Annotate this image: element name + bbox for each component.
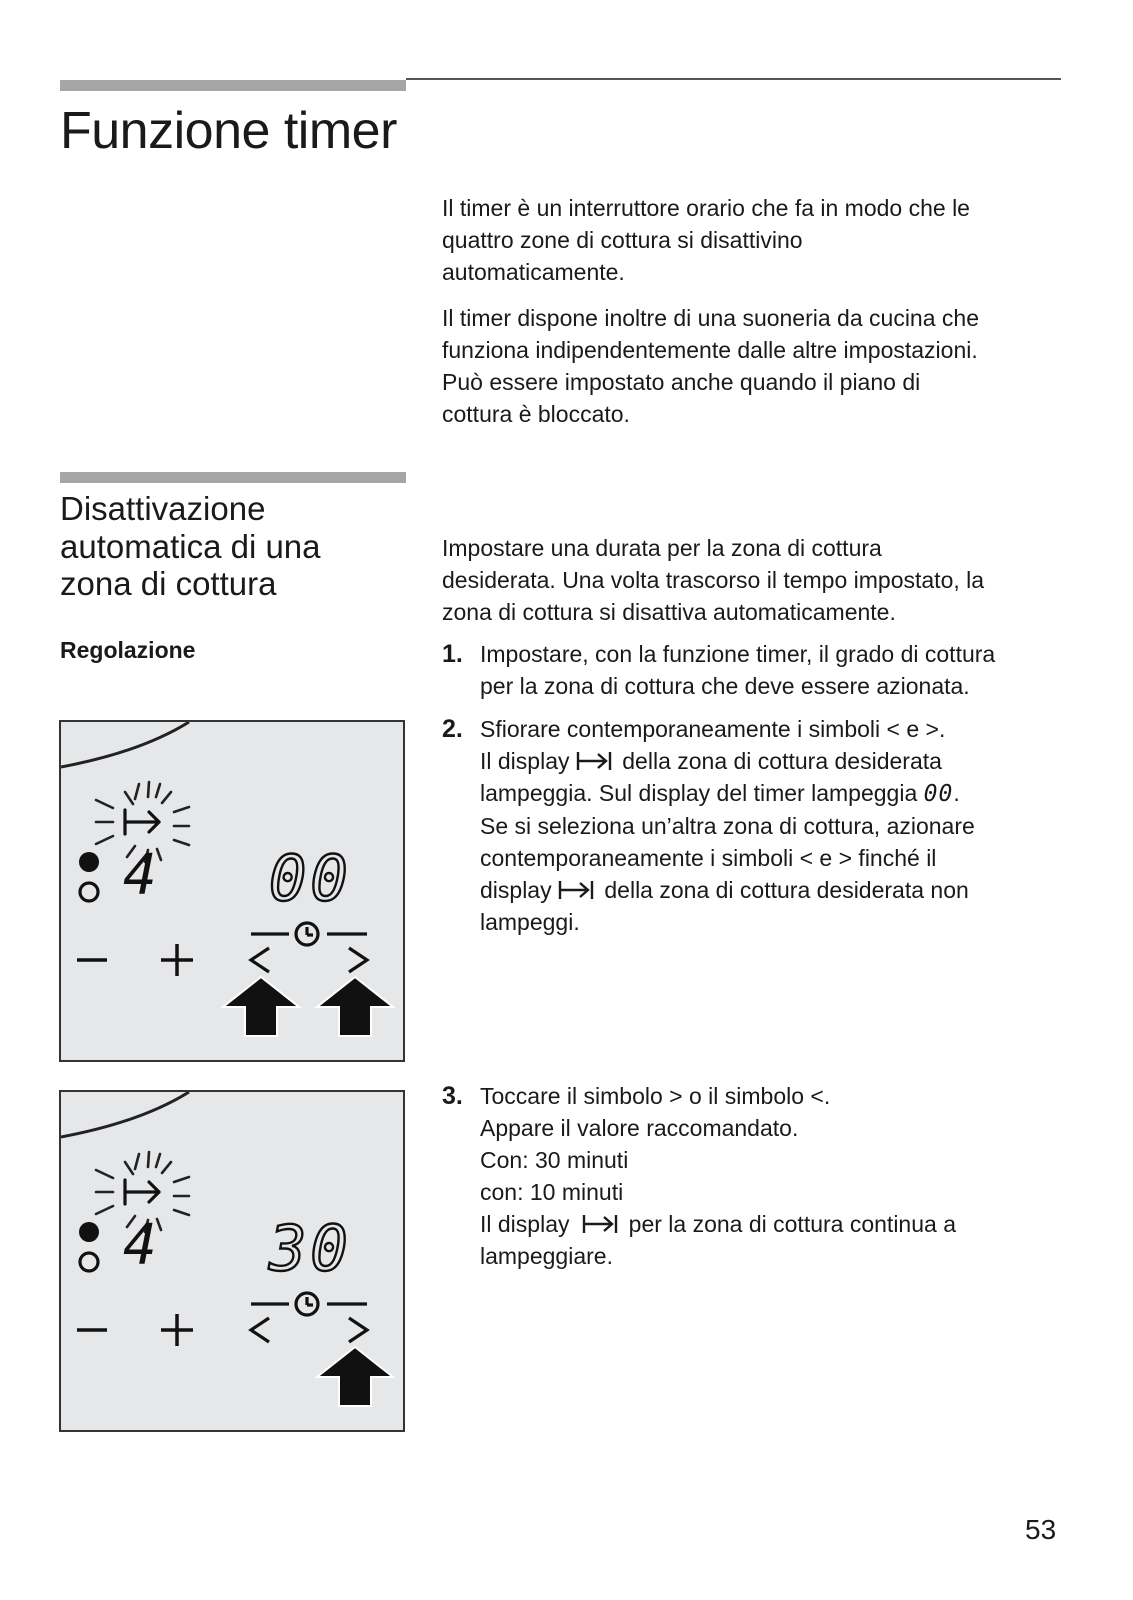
active-dot-icon <box>79 1222 99 1242</box>
timer-clock-icon <box>251 923 367 945</box>
timer-clock-icon <box>251 1293 367 1315</box>
step-number: 1. <box>442 640 463 668</box>
arrow-up-icon <box>317 1347 393 1406</box>
control-panel-illustration-1 <box>59 720 405 1062</box>
arrow-up-icon <box>223 977 299 1036</box>
intro-paragraph-2: Il timer dispone inoltre di una suoneria da cucina che funziona indipendentemente dalle altre impostazioni. Può essere impostato anche quando il piano di cottura è bloccato. <box>442 305 979 427</box>
control-panel-illustration-2 <box>59 1090 405 1432</box>
page-number: 53 <box>1025 1514 1057 1545</box>
plus-icon <box>161 944 193 976</box>
arrow-up-icon <box>317 977 393 1036</box>
inactive-dot-icon <box>80 883 98 901</box>
inactive-dot-icon <box>80 1253 98 1271</box>
section-rule-bar <box>60 472 406 483</box>
subheading: Regolazione <box>60 637 196 663</box>
greater-than-button-icon <box>349 1318 367 1342</box>
power-level-display: 4 <box>123 1213 157 1278</box>
step-number: 3. <box>442 1082 463 1110</box>
active-dot-icon <box>79 852 99 872</box>
timer-code: 00 <box>923 781 954 807</box>
less-than-button-icon <box>251 948 269 972</box>
title-rule-bar <box>60 80 406 91</box>
greater-than-button-icon <box>349 948 367 972</box>
timer-display: 00 <box>269 842 352 915</box>
title-rule-line <box>406 78 1061 80</box>
zone-timer-icon <box>125 1180 159 1204</box>
intro-paragraph-1: Il timer è un interruttore orario che fa in modo che le quattro zone di cottura si disattivino automaticamente. <box>442 195 970 285</box>
zone-timer-icon <box>558 879 598 901</box>
step-number: 2. <box>442 715 463 743</box>
cooktop-edge <box>61 1092 189 1137</box>
timer-display: 30 <box>269 1212 352 1285</box>
section-intro: Impostare una durata per la zona di cottura desiderata. Una volta trascorso il tempo impostato, la zona di cottura si disattiva automaticamente. <box>442 535 985 625</box>
cooktop-edge <box>61 722 189 767</box>
zone-timer-icon <box>576 750 616 772</box>
plus-icon <box>161 1314 193 1346</box>
page-title: Funzione timer <box>60 102 397 160</box>
section-title: Disattivazione automatica di una zona di cottura <box>60 490 321 603</box>
zone-timer-icon <box>125 810 159 834</box>
less-than-button-icon <box>251 1318 269 1342</box>
zone-timer-icon <box>582 1213 622 1235</box>
power-level-display: 4 <box>123 843 157 908</box>
